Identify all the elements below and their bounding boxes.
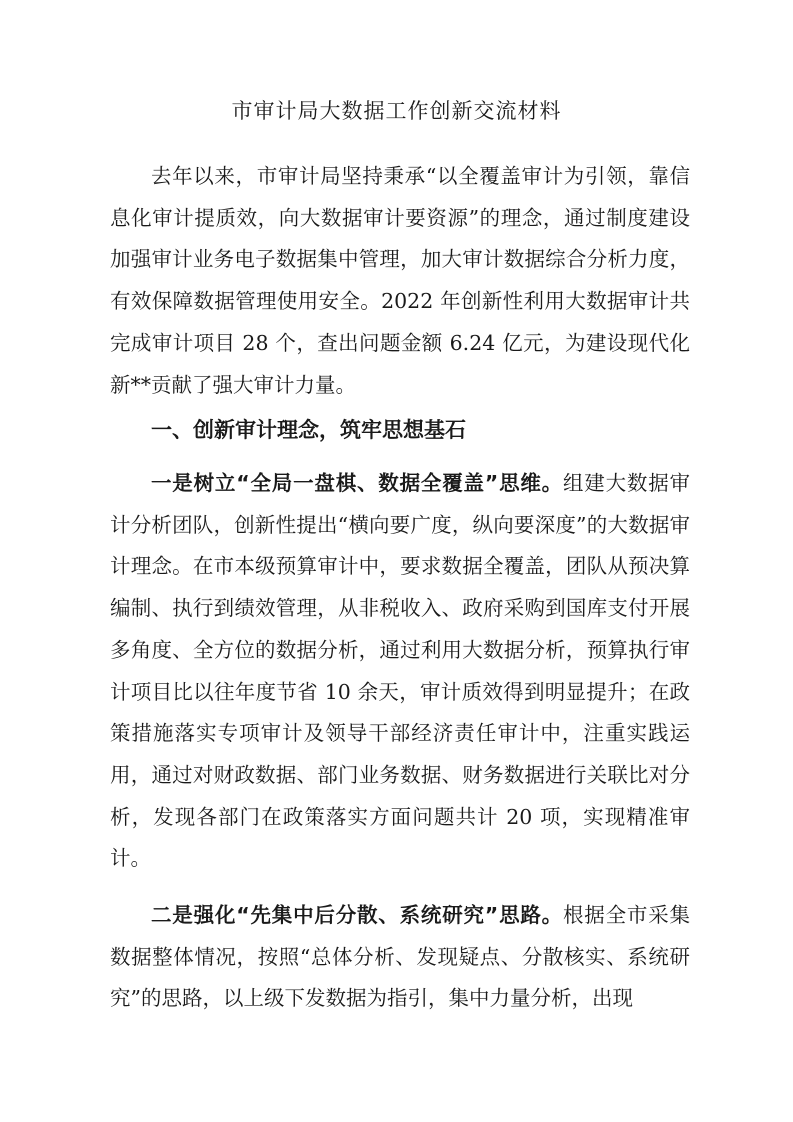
point-two-body: 根据全市采集数据整体情况，按照“总体分析、发现疑点、分散核实、系统研究”的思路，以上级下发数据为指引，集中力量分析，出现 <box>110 903 690 1011</box>
point-two-lead: 二是强化“先集中后分散、系统研究”思路。 <box>151 903 563 927</box>
point-one-lead: 一是树立“全局一盘棋、数据全覆盖”思维。 <box>151 471 563 495</box>
point-one-body: 组建大数据审计分析团队，创新性提出“横向要广度，纵向要深度”的大数据审计理念。在市本级预算审计中，要求数据全覆盖，团队从预决算编制、执行到绩效管理，从非税收入、政府采购到国库支付开展多角度、全方位的数据分析，通过利用大数据分析，预算执行审计项目比以往年度节省 10 余天，审计质效得到明显提升；在政策措施落实专项审计及领导干部经济责任审计中，注重实践运用，通过对财政数据、部门业务数据、财务数据进行关联比对分析，发现各部门在政策落实方面问题共计 20 项，实现精准审计。 <box>110 471 690 871</box>
intro-paragraph: 去年以来，市审计局坚持秉承“以全覆盖审计为引领，靠信息化审计提质效，向大数据审计要资源”的理念，通过制度建设加强审计业务电子数据集中管理，加大审计数据综合分析力度，有效保障数据管理使用安全。2022 年创新性利用大数据审计共完成审计项目 28 个，查出问题金额 6.24 亿元，为建设现代化新**贡献了强大审计力量。 <box>110 164 690 397</box>
point-one-paragraph <box>110 463 690 880</box>
section-heading: 一、创新审计理念，筑牢思想基石 <box>151 418 466 442</box>
document-title: 市审计局大数据工作创新交流材料 <box>231 99 562 123</box>
point-two-paragraph <box>110 895 690 1020</box>
